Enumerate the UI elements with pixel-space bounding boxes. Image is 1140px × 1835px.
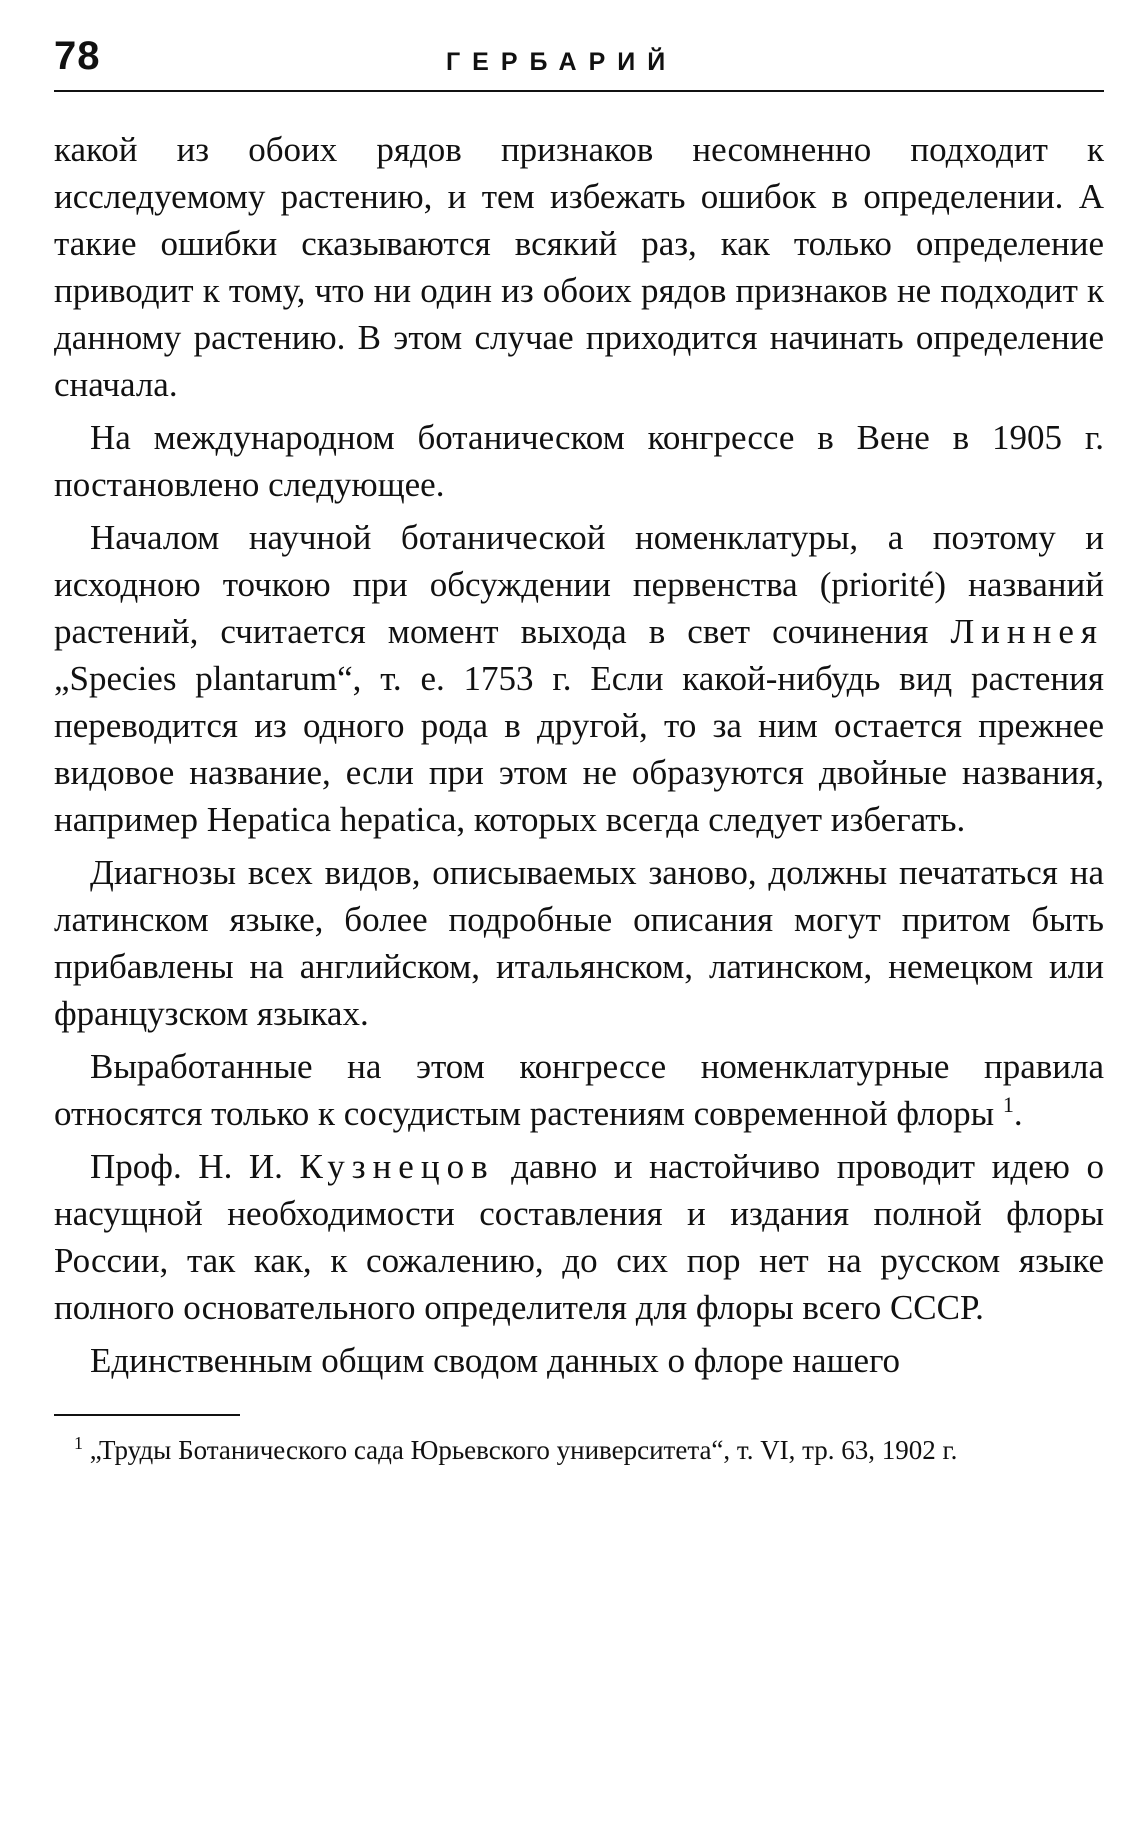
- paragraph-text: Началом научной ботанической номенклатуры, а поэтому и исходною точкою при обсуждении первенства (priorité) названий растений, считается момент выхода в свет сочинения: [54, 518, 1104, 651]
- paragraph-continuation: какой из обоих рядов признаков несомненно подходит к исследуемому растению, и тем избежать ошибок в определении. А такие ошибки сказываются всякий раз, как только определение приводит к тому, что ни один из обоих рядов признаков не подходит к данному растению. В этом случае приходится начинать определение сначала.: [54, 130, 1104, 404]
- author-name-kuznetsov: Кузнецов: [299, 1147, 495, 1186]
- paragraph-nomenclature: [54, 514, 1104, 843]
- page-number: 78: [54, 34, 101, 78]
- footnote-divider: [54, 1414, 240, 1416]
- footnote-text: „Труды Ботанического сада Юрьевского университета“, т. VI, тр. 63, 1902 г.: [89, 1435, 958, 1465]
- paragraph-text: Проф. Н. И.: [90, 1147, 300, 1186]
- paragraph-final: Единственным общим сводом данных о флоре нашего: [90, 1341, 901, 1380]
- paragraph-text: .: [1013, 1094, 1023, 1133]
- book-page: [54, 28, 1104, 1471]
- running-header: [54, 28, 1104, 92]
- footnote-marker: 1: [74, 1433, 83, 1453]
- paragraph-text: Выработанные на этом конгрессе номенклатурные правила относятся только к сосудистым растениям современной флоры: [54, 1047, 1104, 1133]
- paragraph-rules: [54, 1043, 1104, 1137]
- author-name-linnaeus: Линнея: [950, 612, 1104, 651]
- paragraph-text: „Species plantarum“, т. е. 1753 г. Если какой-нибудь вид растения переводится из одного рода в другой, то за ним остается прежнее видовое название, если при этом не образуются двойные названия, например Hepatica hepatica, которых всегда следует избегать.: [54, 659, 1104, 839]
- paragraph-diagnoses: Диагнозы всех видов, описываемых заново, должны печататься на латинском языке, более подробные описания могут притом быть прибавлены на английском, итальянском, латинском, немецком или французском языках.: [54, 853, 1104, 1033]
- paragraph-congress: На международном ботаническом конгрессе в Вене в 1905 г. постановлено следующее.: [54, 418, 1104, 504]
- footnote: [54, 1430, 1104, 1471]
- footnote-reference[interactable]: 1: [1002, 1092, 1014, 1117]
- running-title: ГЕРБАРИЙ: [446, 48, 678, 76]
- paragraph-text: давно и настойчиво проводит идею о насущной необходимости составления и издания полной флоры России, так как, к сожалению, до сих пор нет на русском языке полного основательного определителя для флоры всего СССР.: [54, 1147, 1104, 1327]
- paragraph-kuznetsov: [54, 1143, 1104, 1331]
- body-text: [54, 126, 1104, 1384]
